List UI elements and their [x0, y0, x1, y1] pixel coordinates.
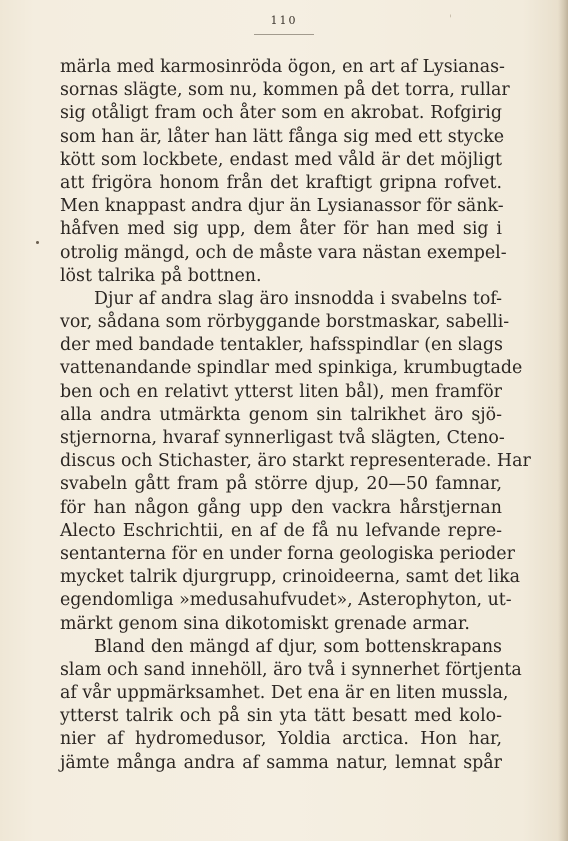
text-line: kött som lockbete, endast med våld är det möjligt [60, 149, 502, 170]
text-line: att frigöra honom från det kraftigt gripna rofvet. [60, 172, 502, 193]
text-line: slam och sand innehöll, äro två i synnerhet förtjenta [60, 659, 522, 680]
text-line: sornas slägte, som nu, kommen på det torra, rullar [60, 80, 510, 101]
text-line: stjernorna, hvaraf synnerligast två slägten, Cteno- [60, 428, 505, 448]
header-rule [254, 34, 314, 35]
text-line: mycket talrik djurgrupp, crinoideerna, samt det lika [60, 567, 521, 588]
text-line: Bland den mängd af djur, som bottenskrapans [94, 636, 502, 657]
paragraph-2 [60, 288, 531, 636]
text-line: löst talrika på bottnen. [60, 265, 262, 286]
text-line: håfven med sig upp, dem åter för han med sig i [60, 219, 502, 240]
text-line: svabeln gått fram på större djup, 20—50 famnar, [60, 474, 502, 495]
text-line: vor, sådana som rörbyggande borstmaskar, sabelli- [60, 312, 510, 333]
text-line: ben och en relativt ytterst liten bål), men framför [60, 381, 502, 402]
page-edge-shadow [558, 0, 568, 841]
text-line: egendomliga »medusahufvudet», Asterophyton, ut- [60, 590, 512, 611]
paragraph-3 [60, 636, 522, 775]
text-line: der med bandade tentakler, hafsspindlar (en slags [60, 335, 503, 356]
margin-dot-mark [36, 241, 39, 244]
body-text [60, 56, 531, 775]
text-line: sentanterna för en under forna geologiska perioder [60, 543, 515, 564]
text-line: märla med karmosinröda ögon, en art af Lysianas- [60, 57, 505, 77]
paragraph-1 [60, 56, 510, 288]
text-line: nier af hydromedusor, Yoldia arctica. Hon har, [60, 729, 502, 750]
text-line: ytterst talrik och på sin yta tätt besatt med kolo- [60, 706, 502, 727]
text-line: af vår uppmärksamhet. Det ena är en liten mussla, [60, 683, 509, 704]
text-line: för han någon gång upp den vackra hårstjernan [60, 497, 502, 518]
text-line: otrolig mängd, och de måste vara nästan exempel- [60, 242, 507, 263]
text-line: discus och Stichaster, äro starkt representerade. Har [60, 451, 531, 472]
text-line: jämte många andra af samma natur, lemnat spår [60, 752, 502, 773]
text-line: Djur af andra slag äro insnodda i svabelns tof- [94, 288, 502, 309]
text-line: som han är, låter han lätt fånga sig med ett stycke [60, 126, 505, 147]
text-line: Alecto Eschrichtii, en af de få nu lefvande repre- [60, 520, 502, 541]
page-number: 110 [270, 14, 298, 27]
text-line: märkt genom sina dikotomiskt grenade armar. [60, 613, 470, 634]
corner-mark: ' [449, 14, 452, 25]
text-line: sig otåligt fram och åter som en akrobat. Rofgirig [60, 103, 502, 124]
text-line: vattenandande spindlar med spinkiga, krumbugtade [60, 358, 523, 379]
text-line: Men knappast andra djur än Lysianassor för sänk- [60, 196, 504, 217]
text-line: alla andra utmärkta genom sin talrikhet äro sjö- [60, 404, 502, 425]
